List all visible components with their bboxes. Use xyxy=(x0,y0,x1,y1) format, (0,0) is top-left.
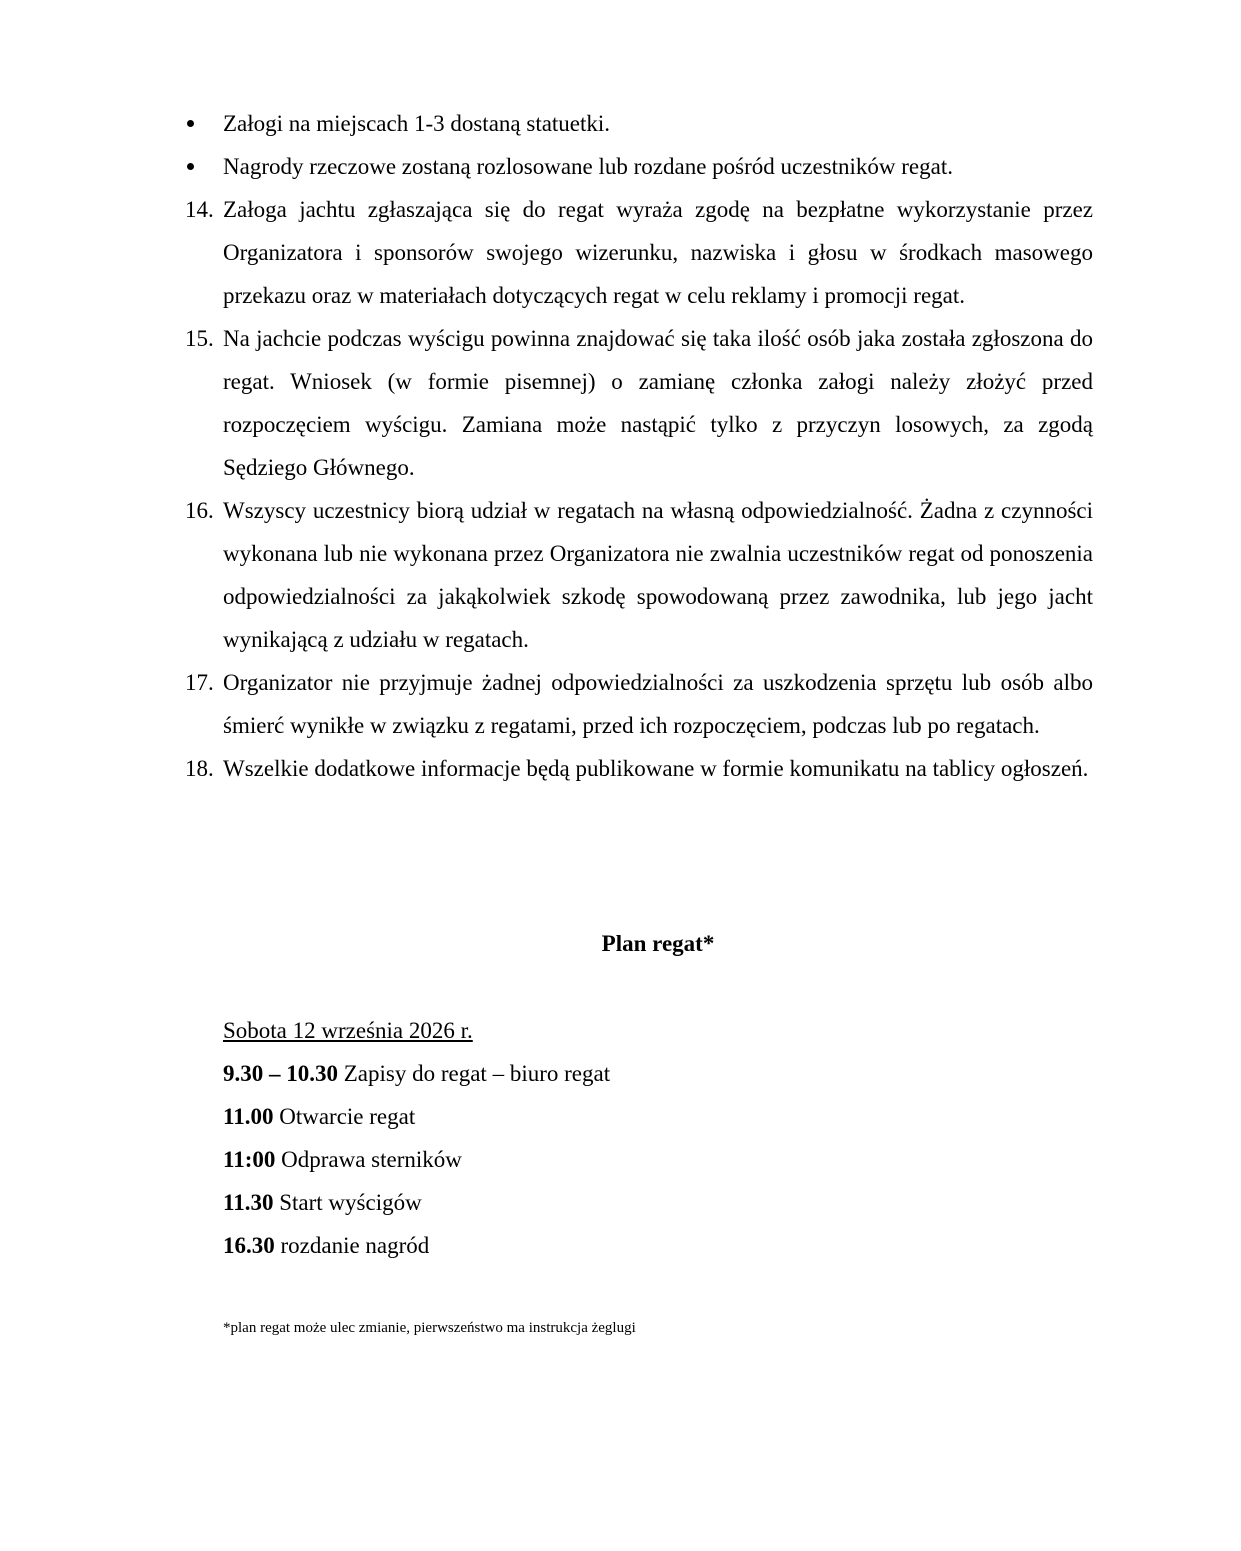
item-text: Wszyscy uczestnicy biorą udział w regatach na własną odpowiedzialność. Żadna z czynności wykonana lub nie wykonana przez Organizatora nie zwalnia uczestników regat od ponoszenia odpowiedzialności za jakąkolwiek szkodę spowodowaną przez zawodnika, lub jego jacht wynikającą z udziału w regatach. xyxy=(223,498,1093,652)
schedule-time: 9.30 – 10.30 xyxy=(223,1061,338,1086)
schedule-day: Sobota 12 września 2026 r. xyxy=(223,1018,473,1043)
bullet-text: Nagrody rzeczowe zostaną rozlosowane lub rozdane pośród uczestników regat. xyxy=(223,154,953,179)
numbered-item-16 xyxy=(185,489,1093,661)
regulations-list xyxy=(185,102,1093,790)
schedule-row xyxy=(223,1224,1023,1267)
numbered-item-18 xyxy=(185,747,1093,790)
schedule-label: Start wyścigów xyxy=(273,1190,422,1215)
item-number: 16. xyxy=(185,498,214,523)
bullet-text: Załogi na miejscach 1-3 dostaną statuetki. xyxy=(223,111,611,136)
item-number: 15. xyxy=(185,326,214,351)
bullet-dot-icon xyxy=(187,120,194,127)
schedule-row xyxy=(223,1095,1023,1138)
schedule-label: rozdanie nagród xyxy=(274,1233,430,1258)
numbered-item-17 xyxy=(185,661,1093,747)
item-number: 14. xyxy=(185,197,214,222)
plan-title: Plan regat* xyxy=(601,931,715,956)
schedule-row xyxy=(223,1181,1023,1224)
footnote: *plan regat może ulec zmianie, pierwszeństwo ma instrukcja żeglugi xyxy=(223,1320,636,1336)
item-text: Wszelkie dodatkowe informacje będą publikowane w formie komunikatu na tablicy ogłoszeń. xyxy=(223,756,1089,781)
bullet-item xyxy=(185,102,1093,145)
numbered-item-15 xyxy=(185,317,1093,489)
bullet-dot-icon xyxy=(187,163,194,170)
schedule-time: 16.30 xyxy=(223,1233,275,1258)
item-text: Na jachcie podczas wyścigu powinna znajdować się taka ilość osób jaka została zgłoszona do regat. Wniosek (w formie pisemnej) o zamianę członka załogi należy złożyć przed rozpoczęciem wyścigu. Zamiana może nastąpić tylko z przyczyn losowych, za zgodą Sędziego Głównego. xyxy=(223,326,1093,480)
item-number: 18. xyxy=(185,756,214,781)
schedule-time: 11.00 xyxy=(223,1104,274,1129)
schedule-label: Otwarcie regat xyxy=(273,1104,416,1129)
schedule-time: 11:00 xyxy=(223,1147,276,1172)
bullet-item xyxy=(185,145,1093,188)
schedule-label: Zapisy do regat – biuro regat xyxy=(338,1061,611,1086)
item-text: Załoga jachtu zgłaszająca się do regat wyraża zgodę na bezpłatne wykorzystanie przez Organizatora i sponsorów swojego wizerunku, nazwiska i głosu w środkach masowego przekazu oraz w materiałach dotyczących regat w celu reklamy i promocji regat. xyxy=(223,197,1093,308)
schedule-row xyxy=(223,1052,1023,1095)
item-number: 17. xyxy=(185,670,214,695)
schedule-row xyxy=(223,1138,1023,1181)
item-text: Organizator nie przyjmuje żadnej odpowiedzialności za uszkodzenia sprzętu lub osób albo śmierć wynikłe w związku z regatami, przed ich rozpoczęciem, podczas lub po regatach. xyxy=(223,670,1093,738)
numbered-item-14 xyxy=(185,188,1093,317)
schedule xyxy=(223,1009,1023,1267)
schedule-time: 11.30 xyxy=(223,1190,274,1215)
schedule-label: Odprawa sterników xyxy=(275,1147,462,1172)
